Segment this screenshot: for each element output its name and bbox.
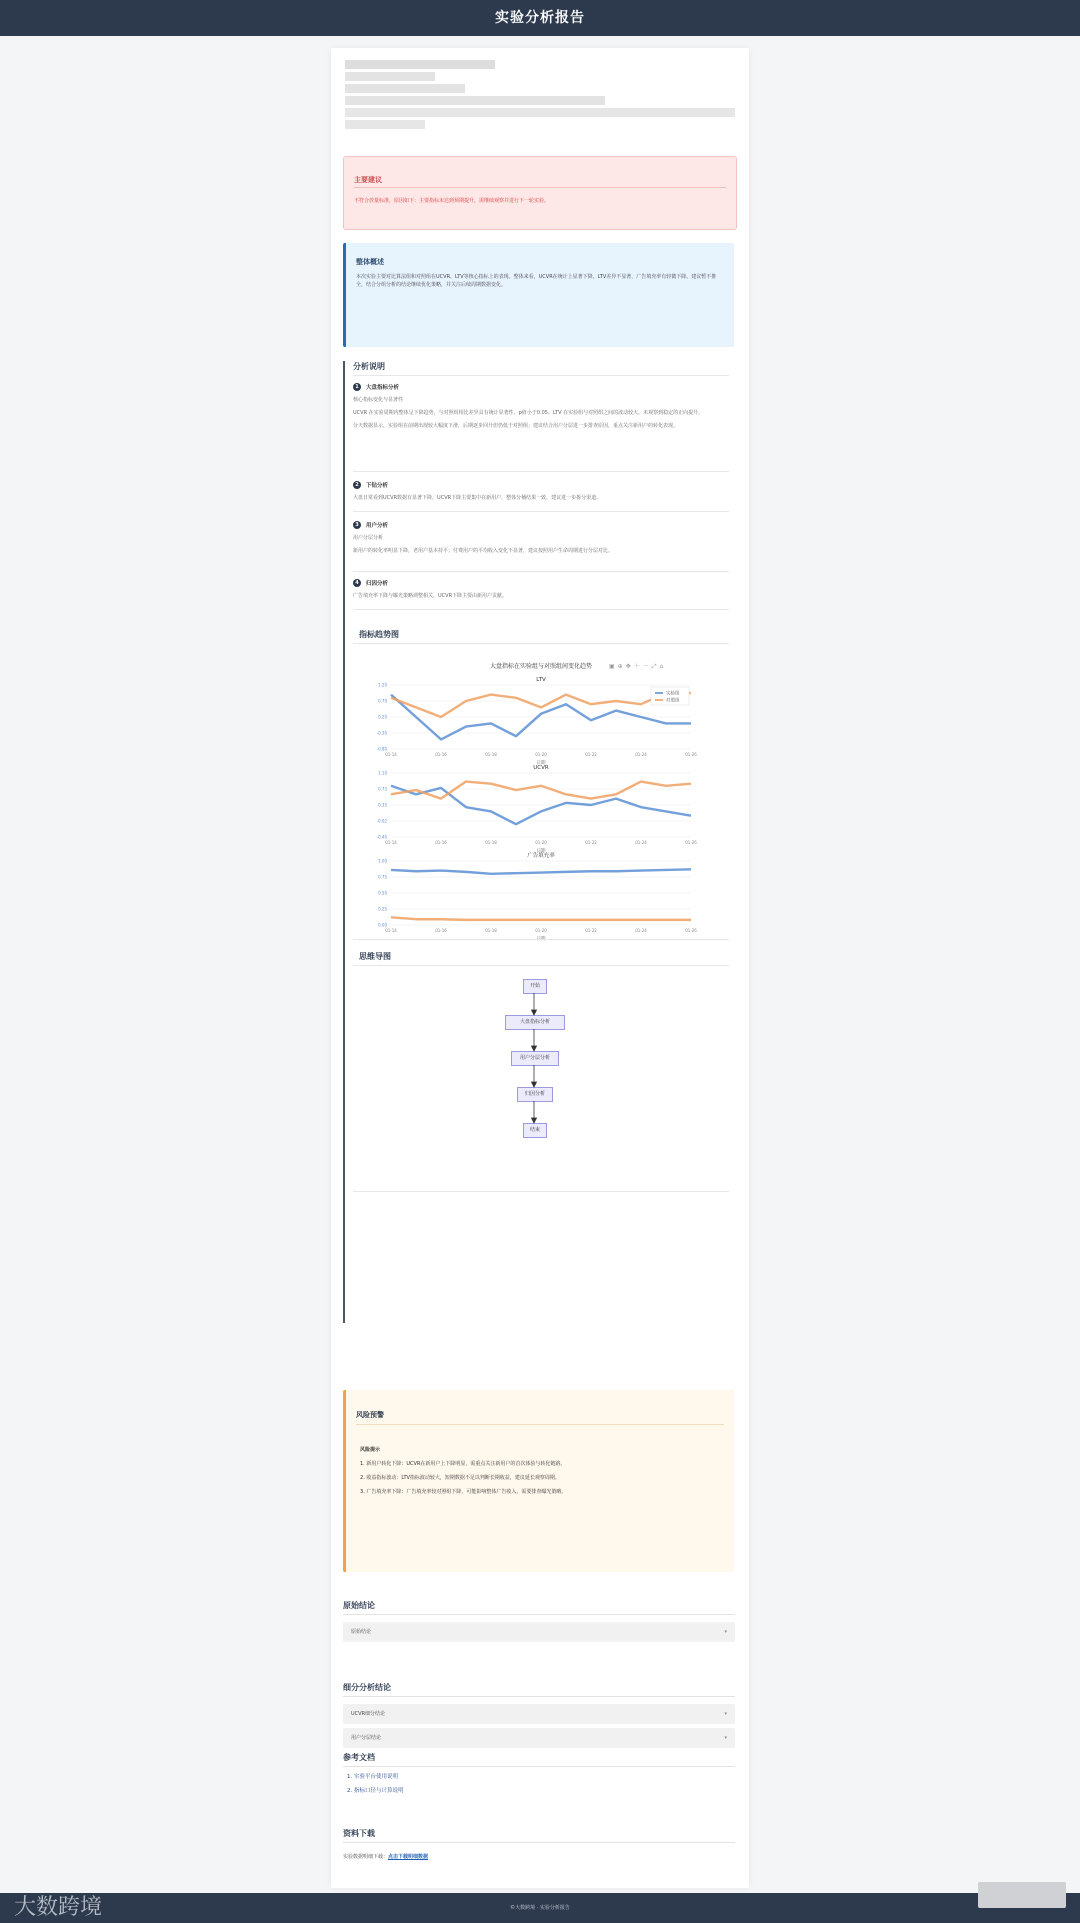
download-label: 实验数据明细下载： (343, 1854, 389, 1860)
flow-node-user: 用户分层分析 (511, 1051, 559, 1066)
divider (343, 1696, 735, 1697)
risk-title: 风险预警 (356, 1411, 384, 1419)
x-tick-label: 01-26 (685, 928, 697, 933)
chevron-down-icon: ▾ (724, 1735, 727, 1741)
divider (343, 1842, 735, 1843)
divider (343, 1766, 735, 1767)
overview-text: 本次实验主要对比算法组和对照组在UCVR、LTV等核心指标上的表现。整体来看，UCVR在统计上显著下降，LTV差异不显著，广告填充率有轻微下降。建议暂不推全，结合分组分析的结论继续优化策略，并关注后续周期数据变化。 (356, 274, 717, 288)
flow-node-market: 大盘指标分析 (505, 1015, 565, 1030)
x-tick-label: 01-24 (635, 928, 647, 933)
y-tick-label: -0.30 (376, 730, 387, 736)
flow-node-end: 结束 (523, 1123, 547, 1138)
references-list (347, 1770, 404, 1798)
sub-paragraph: 新用户的转化率明显下降，老用户基本持平；付费用户的平均收入变化不显著，建议按照用户生命周期进行分层对比。 (353, 548, 614, 554)
x-tick-label: 01-20 (535, 752, 547, 757)
y-tick-label: -0.80 (376, 746, 387, 752)
top-bar (0, 0, 1080, 36)
meta-info (345, 60, 735, 129)
x-tick-label: 01-14 (385, 752, 397, 757)
divider (343, 1614, 735, 1615)
group-conclusion-title: 细分分析结论 (343, 1683, 391, 1692)
step-badge: 2 (353, 481, 361, 489)
page-title: 实验分析报告 (495, 10, 585, 26)
zoom-in-icon[interactable]: ＋ (633, 663, 643, 670)
risk-item: 2. 收益指标波动：LTV指标波动较大，短期数据不足以判断长期收益，建议延长观察周期。 (360, 1475, 560, 1481)
download-title: 资料下载 (343, 1829, 375, 1838)
divider (353, 1191, 729, 1192)
risk-subtitle: 风险提示 (360, 1447, 381, 1453)
conclusion-title: 原始结论 (343, 1601, 375, 1610)
risk-body (360, 1446, 720, 1502)
camera-icon[interactable]: ▣ (609, 663, 618, 670)
zoom-out-icon[interactable]: － (642, 663, 652, 670)
panel-title: 广告填充率 (527, 853, 555, 859)
overview-title: 整体概述 (356, 258, 384, 266)
accordion-label: 用户分层结论 (351, 1735, 382, 1741)
flow-node-start: 开始 (523, 979, 547, 994)
risk-divider (356, 1424, 724, 1425)
group-accordion-user[interactable] (343, 1728, 735, 1748)
y-tick-label: 1.20 (378, 682, 387, 688)
legend-label: 对照组 (666, 698, 680, 704)
group-accordion-ucvr[interactable] (343, 1704, 735, 1724)
sub-title: 归因分析 (366, 581, 389, 587)
y-tick-label: 0.70 (378, 698, 387, 704)
x-tick-label: 01-14 (385, 928, 397, 933)
sub-paragraph: 大盘日常看到UCVR数据有显著下降，UCVR下降主要集中在新用户，整体分桶结果一致，建议进一步拆分渠道。 (353, 495, 602, 501)
risk-warning (343, 1390, 734, 1572)
x-tick-label: 01-16 (435, 840, 447, 845)
accordion-label: UCVR细分结论 (351, 1711, 386, 1717)
y-tick-label: -0.40 (376, 834, 387, 840)
sub-title: 下钻分析 (366, 483, 389, 489)
sub-subtitle: 用户分层分析 (353, 535, 384, 541)
step-badge: 1 (353, 383, 361, 391)
flow-edges (345, 361, 737, 1323)
step-badge: 3 (353, 521, 361, 529)
x-tick-label: 01-16 (435, 928, 447, 933)
sub-paragraph: UCVR 在实验周期内整体呈下降趋势，与对照组相比差异具有统计显著性，p值小于0.05。LTV 在实验组与对照组之间的波动较大，未观察到稳定的正向提升。 (353, 410, 704, 416)
recommendation-alert (343, 156, 737, 230)
y-tick-label: 0.35 (378, 802, 387, 808)
y-tick-label: 0.75 (378, 874, 387, 880)
reset-icon[interactable]: ⌂ (659, 663, 667, 670)
report-card (331, 48, 749, 1888)
scroll-thumb[interactable] (978, 1882, 1066, 1908)
x-tick-label: 01-20 (535, 928, 547, 933)
y-tick-label: -0.02 (376, 818, 387, 824)
flow-node-attribution: 归因分析 (517, 1087, 553, 1102)
x-tick-label: 01-24 (635, 840, 647, 845)
y-tick-label: 1.00 (378, 858, 387, 864)
mindmap-title: 思维导图 (359, 952, 391, 961)
autoscale-icon[interactable]: ⤢ (651, 663, 660, 670)
brand-watermark: 大数跨境 (14, 1895, 103, 1920)
download-line (343, 1853, 428, 1860)
x-tick-label: 01-22 (585, 928, 597, 933)
x-tick-label: 01-22 (585, 840, 597, 845)
conclusion-accordion[interactable] (343, 1622, 735, 1642)
legend-label: 实验组 (666, 691, 680, 697)
chevron-down-icon: ▾ (724, 1629, 727, 1635)
x-tick-label: 01-26 (685, 840, 697, 845)
x-tick-label: 01-26 (685, 752, 697, 757)
sub-subtitle: 核心指标变化与显著性 (353, 397, 404, 403)
y-tick-label: 1.10 (378, 770, 387, 776)
analysis-section (343, 361, 737, 1323)
mindmap (345, 361, 737, 1323)
x-tick-label: 01-18 (485, 840, 497, 845)
panel-title: UCVR (533, 765, 549, 771)
footer: ©大数跨境 · 实验分析报告 (0, 1893, 1080, 1923)
alert-text: 不符合放量标准，原因如下：主要指标未达到预期提升，需继续观察并进行下一轮实验。 (354, 198, 550, 204)
x-tick-label: 01-24 (635, 752, 647, 757)
trend-title: 指标趋势图 (359, 630, 399, 639)
zoom-icon[interactable]: ⊕ (617, 663, 626, 670)
sub-paragraph: 广告填充率下降与曝光策略调整相关，UCVR下降主要由新用户贡献。 (353, 593, 508, 599)
pan-icon[interactable]: ✥ (625, 663, 634, 670)
step-badge: 4 (353, 579, 361, 587)
accordion-label: 原始结论 (351, 1629, 372, 1635)
references-title: 参考文档 (343, 1753, 375, 1762)
risk-item: 3. 广告填充率下降：广告填充率较对照组下降，可能影响整体广告收入，需要排查曝光策略。 (360, 1489, 567, 1495)
sub-paragraph: 分天数据显示，实验组在前期出现较大幅度下滑，后期逐步回升但仍低于对照组；建议结合用户分层进一步排查原因，重点关注新用户的转化表现。 (353, 423, 679, 429)
x-tick-label: 01-18 (485, 752, 497, 757)
y-tick-label: 0.25 (378, 906, 387, 912)
x-tick-label: 01-18 (485, 928, 497, 933)
y-tick-label: 0.00 (378, 922, 387, 928)
x-axis-title: 日期 (536, 849, 546, 854)
alert-divider (354, 187, 726, 188)
risk-item: 1. 新用户转化下降：UCVR在新用户上下降明显，需重点关注新用户的首次体验与转化链路。 (360, 1461, 566, 1467)
reference-link[interactable]: 1. 实验平台使用说明 (347, 1774, 398, 1780)
panel-title: LTV (536, 677, 546, 683)
chevron-down-icon: ▾ (724, 1711, 727, 1717)
y-tick-label: 0.73 (378, 786, 387, 792)
overview-panel (343, 243, 734, 347)
reference-link[interactable]: 2. 指标口径与计算说明 (347, 1788, 404, 1794)
y-tick-label: 0.50 (378, 890, 387, 896)
alert-title: 主要建议 (354, 176, 382, 184)
chart-title: 大盘指标在实验组与对照组间变化趋势 (489, 663, 592, 670)
x-axis-title: 日期 (536, 761, 546, 766)
y-tick-label: 0.20 (378, 714, 387, 720)
x-tick-label: 01-22 (585, 752, 597, 757)
sub-title: 用户分析 (366, 523, 389, 529)
sub-title: 大盘指标分析 (366, 385, 400, 391)
x-tick-label: 01-14 (385, 840, 397, 845)
analysis-title: 分析说明 (353, 362, 385, 371)
x-tick-label: 01-16 (435, 752, 447, 757)
download-link[interactable]: 点击下载明细数据 (388, 1854, 429, 1860)
x-tick-label: 01-20 (535, 840, 547, 845)
